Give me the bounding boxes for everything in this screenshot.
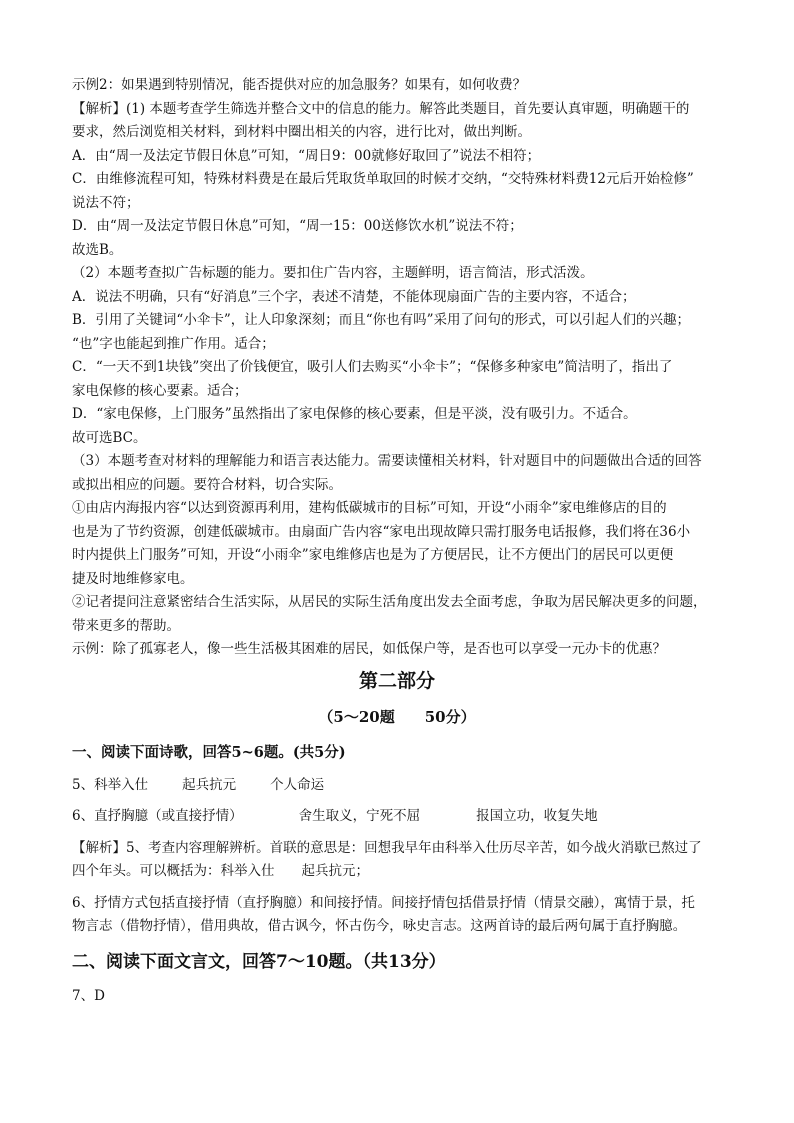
option-b-q2-line-2: “也”字也能起到推广作用。适合； — [72, 335, 275, 352]
analysis-q3-line-2: 或拟出相应的问题。要符合材料，切合实际。 — [72, 476, 342, 493]
analysis-q2: （2）本题考查拟广告标题的能力。要扣住广告内容，主题鲜明，语言简洁，形式活泼。 — [72, 265, 594, 281]
answer-q2: 故可选BC。 — [72, 429, 147, 446]
answer-5-part-1: 5、科举入仕 — [72, 776, 149, 793]
point-1-line-1: ①由店内海报内容“以达到资源再利用，建构低碳城市的目标”可知，开设“小雨伞”家电维修店的目的 — [72, 500, 667, 516]
point-2-line-2: 带来更多的帮助。 — [72, 617, 180, 634]
option-c-q2-line-2: 家电保修的核心要素。适合； — [72, 382, 248, 399]
answer-5-part-2: 起兵抗元 — [182, 776, 237, 793]
example-3-line: 示例：除了孤寡老人，像一些生活极其困难的居民，如低保户等，是否也可以享受一元办卡的优惠？ — [72, 641, 666, 657]
point-2-line-1: ②记者提问注意紧密结合生活实际，从居民的实际生活角度出发去全面考虑，争取为居民解决更多的问题， — [72, 594, 707, 610]
answer-5-part-3: 个人命运 — [270, 776, 325, 793]
section-1-title: 一、阅读下面诗歌，回答5~6题。(共5分) — [72, 743, 346, 761]
analysis-1-line-1: 【解析】(1) 本题考查学生筛选并整合文中的信息的能力。解答此类题目，首先要认真审题，明确题干的 — [72, 100, 690, 117]
example-2-line: 示例2：如果遇到特别情况，能否提供对应的加急服务？如果有，如何收费？ — [72, 77, 527, 93]
section-2-title: 二、阅读下面文言文，回答7～10题。（共13分） — [72, 951, 446, 972]
option-a-q1: A．由“周一及法定节假日休息”可知，“周日9：00就修好取回了”说法不相符； — [72, 147, 541, 164]
option-b-q2-line-1: B．引用了关键词“小伞卡”，让人印象深刻；而且“你也有吗”采用了问句的形式，可以引起人们的兴趣； — [72, 312, 691, 328]
option-c-q1-line-1: C．由维修流程可知，特殊材料费是在最后凭取货单取回的时候才交纳，“交特殊材料费12元后开始检修” — [72, 171, 694, 187]
point-1-line-2: 也是为了节约资源，创建低碳城市。由扇面广告内容“家电出现故障只需打服务电话报修，我们将在36小 — [72, 523, 691, 540]
option-c-q2-line-1: C．“一天不到1块钱”突出了价钱便宜，吸引人们去购买“小伞卡”；“保修多种家电”简洁明了，指出了 — [72, 359, 673, 375]
answer-6-part-1: 6、直抒胸臆（或直接抒情） — [72, 808, 243, 824]
answer-6-part-2: 舍生取义，宁死不屈 — [298, 808, 421, 824]
answer-5 — [72, 774, 722, 798]
option-a-q2: A．说法不明确，只有“好消息”三个字，表述不清楚，不能体现扇面广告的主要内容，不适合； — [72, 288, 636, 305]
analysis-q3-line-1: （3）本题考查对材料的理解能力和语言表达能力。需要读懂相关材料，针对题目中的问题做出合适的回答 — [72, 453, 702, 469]
answer-6 — [72, 805, 722, 829]
analysis-5-line-1: 【解析】5、考查内容理解辨析。首联的意思是：回想我早年由科举入仕历尽辛苦，如今战火消歇已熬过了 — [72, 839, 702, 856]
answer-q1: 故选B。 — [72, 241, 123, 258]
answer-6-part-3: 报国立功，收复失地 — [476, 808, 598, 824]
option-d-q1: D．由“周一及法定节假日休息”可知，“周一15：00送修饮水机”说法不符； — [72, 218, 523, 234]
analysis-6-line-2: 物言志（借物抒情），借用典故，借古讽今，怀古伤今，咏史言志。这两首诗的最后两句属于直抒胸臆。 — [72, 918, 687, 934]
answer-7: 7、D — [72, 987, 105, 1004]
analysis-1-line-2: 要求，然后浏览相关材料，到材料中圈出相关的内容，进行比对，做出判断。 — [72, 124, 531, 140]
part-two-title: 第二部分 — [358, 669, 435, 692]
analysis-5-line-2: 四个年头。可以概括为：科举入仕 起兵抗元； — [72, 863, 369, 879]
point-1-line-4: 捷及时地维修家电。 — [72, 570, 194, 587]
option-d-q2: D．“家电保修，上门服务”虽然指出了家电保修的核心要素，但是平淡，没有吸引力。不适合。 — [72, 406, 637, 422]
point-1-line-3: 时内提供上门服务”可知，开设“小雨伞”家电维修店也是为了方便居民，让不方便出门的居民可以更便 — [72, 547, 674, 563]
analysis-6-line-1: 6、抒情方式包括直接抒情（直抒胸臆）和间接抒情。间接抒情包括借景抒情（情景交融），寓情于景，托 — [72, 894, 695, 911]
option-c-q1-line-2: 说法不符； — [72, 194, 140, 211]
part-two-subtitle: （5～20题 50分） — [318, 707, 476, 726]
